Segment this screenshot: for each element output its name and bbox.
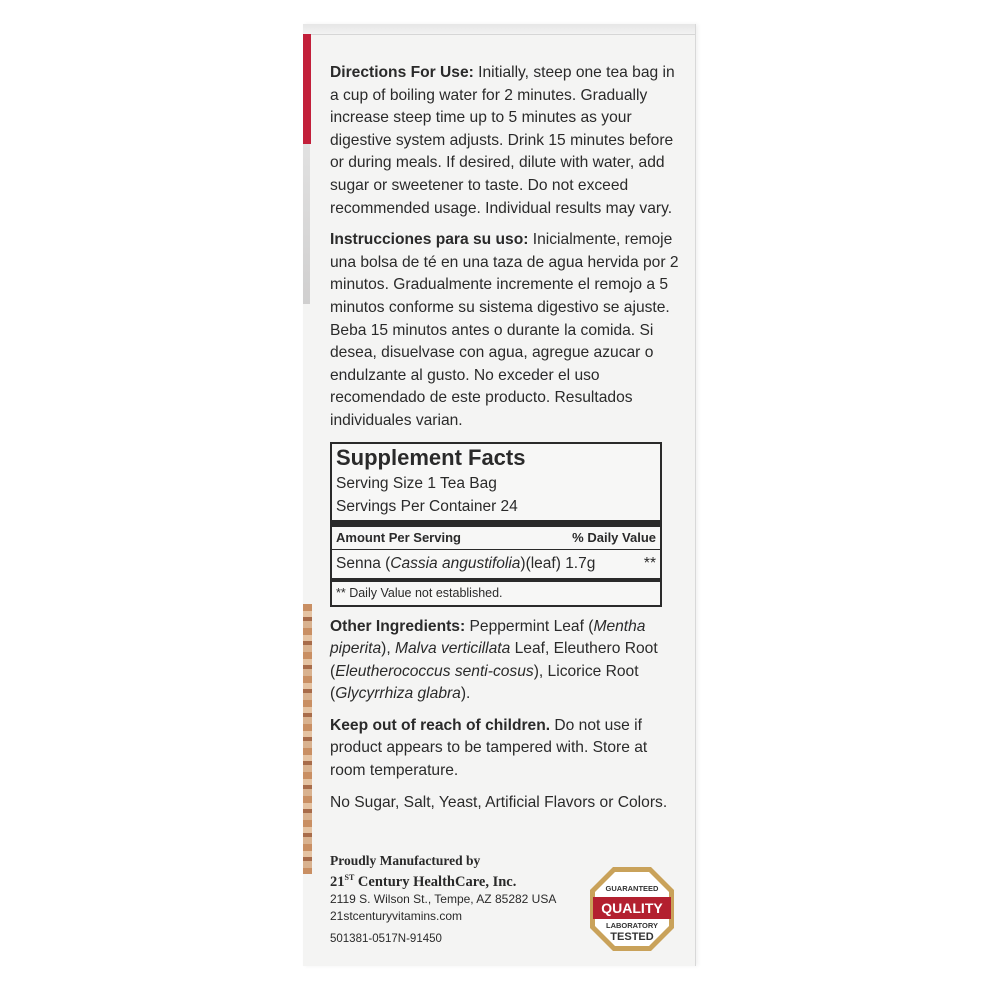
name-rest: Century HealthCare, Inc. <box>354 873 517 890</box>
serving-size: Serving Size 1 Tea Bag <box>336 474 497 492</box>
oi-text-2: ), <box>381 640 396 658</box>
amount-per-serving-header: Amount Per Serving <box>336 529 461 545</box>
thick-divider <box>332 520 660 527</box>
facts-footnote: ** Daily Value not established. <box>336 585 503 600</box>
senna-ingredient <box>336 552 595 576</box>
directions-spanish <box>330 229 682 432</box>
warning <box>330 715 682 783</box>
other-ingredients-heading: Other Ingredients: <box>330 617 466 635</box>
instrucciones-heading: Instrucciones para su uso: <box>330 231 529 249</box>
seal-main-text: QUALITY <box>601 900 663 916</box>
oi-latin-1: Mentha piperita <box>330 617 646 658</box>
quality-seal-icon <box>587 864 677 954</box>
senna-prefix: Senna ( <box>336 554 391 572</box>
supplement-facts-title: Supplement Facts <box>336 444 526 470</box>
seal-top-text: GUARANTEED <box>605 884 659 893</box>
manufacturer-name <box>330 869 580 891</box>
name-prefix: 21 <box>330 873 345 890</box>
senna-latin-name: Cassia angustifolia <box>390 554 521 572</box>
supplement-facts-panel <box>330 442 662 607</box>
oi-text-5: ). <box>460 685 471 703</box>
seal-lower-text: LABORATORY <box>606 921 658 930</box>
seal-bottom-text: TESTED <box>610 931 654 943</box>
other-ingredients <box>330 616 682 706</box>
instrucciones-text: Inicialmente, remoje una bolsa de té en una taza de agua hervida por 2 minutos. Gradualmente incremente el remojo a 5 minutos conforme su sistema digestivo se ajuste. Beba 15 minutos antes o durante la comida. Si desea, disuelvase con agua, agregue azucar o endulzante al gusto. No exceder el uso recomendado de este producto. Resultados individuales varian. <box>330 231 679 429</box>
oi-latin-3: Eleutherococcus senti-cosus <box>335 662 534 680</box>
daily-value-header: % Daily Value <box>572 529 656 545</box>
facts-header-row <box>336 529 656 547</box>
box-top-edge <box>303 24 695 35</box>
manufactured-by-line: Proudly Manufactured by <box>330 853 481 868</box>
directions-heading: Directions For Use: <box>330 64 474 81</box>
thin-divider <box>332 549 660 550</box>
free-from-statement: No Sugar, Salt, Yeast, Artificial Flavors or Colors. <box>330 793 668 811</box>
oi-latin-4: Glycyrrhiza glabra <box>335 685 461 703</box>
warning-heading: Keep out of reach of children. <box>330 716 551 734</box>
directions-english <box>330 62 682 220</box>
manufacturer-website: 21stcenturyvitamins.com <box>330 908 463 923</box>
grey-accent-strip <box>303 144 310 304</box>
product-code: 501381-0517N-91450 <box>330 932 442 945</box>
manufacturer-address: 2119 S. Wilson St., Tempe, AZ 85282 USA <box>330 891 557 906</box>
senna-amount: )(leaf) 1.7g <box>520 554 596 572</box>
oi-text-4: ), Licorice Root ( <box>330 662 639 703</box>
manufacturer-block <box>330 852 580 948</box>
name-superscript: ST <box>344 873 355 882</box>
red-accent-strip <box>303 34 311 144</box>
oi-text-1: Peppermint Leaf ( <box>465 617 594 635</box>
senna-row <box>336 552 656 576</box>
senna-daily-value: ** <box>643 554 656 572</box>
servings-per-container: Servings Per Container 24 <box>336 497 518 515</box>
medium-divider <box>332 578 660 582</box>
product-box-side-panel <box>303 24 696 966</box>
oi-text-3: Leaf, Eleuthero Root ( <box>330 640 658 680</box>
label-content <box>330 62 682 823</box>
patterned-edge-strip <box>303 604 312 874</box>
warning-text: Do not use if product appears to be tampered with. Store at room temperature. <box>330 716 648 780</box>
directions-text: Initially, steep one tea bag in a cup of boiling water for 2 minutes. Gradually increase steep time up to 5 minutes as your digestive system adjusts. Drink 15 minutes before or during meals. If desired, dilute with water, add sugar or sweetener to taste. Do not exceed recommended usage. Individual results may vary. <box>330 64 675 217</box>
oi-latin-2: Malva verticillata <box>395 640 511 658</box>
